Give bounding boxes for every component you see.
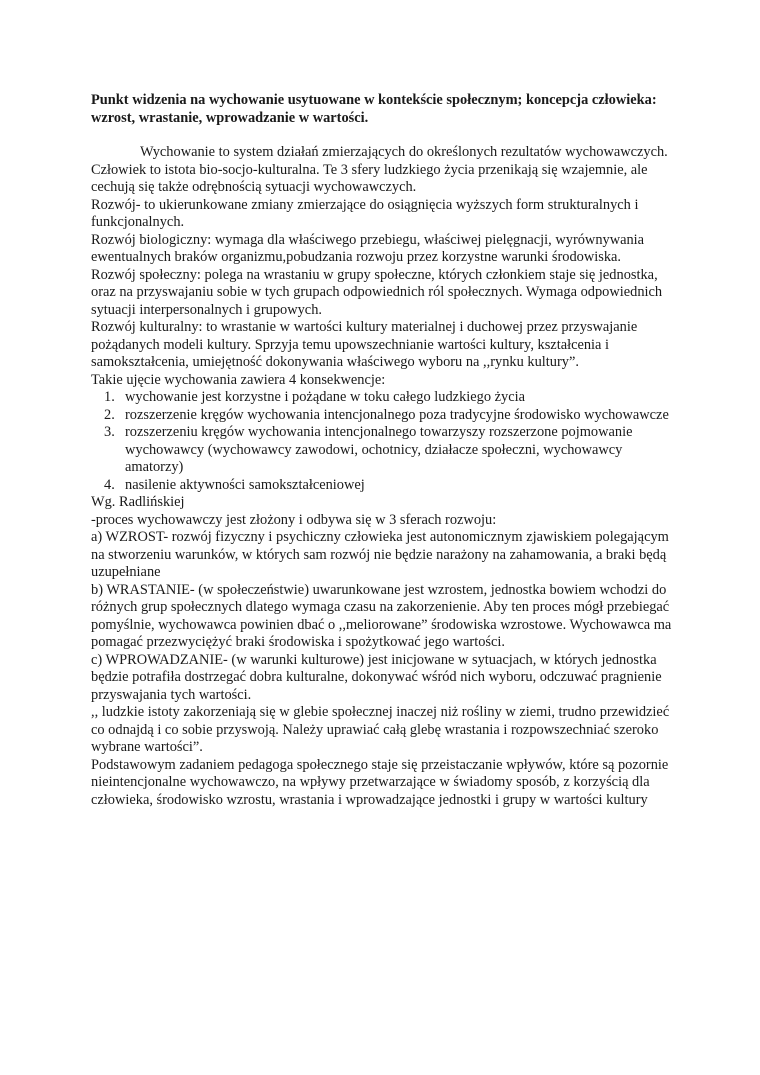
list-item: [91, 407, 681, 425]
paragraph-rozwoj-kulturalny: Rozwój kulturalny: to wrastanie w wartości kultury materialnej i duchowej przez przyswajanie pożądanych modeli kultury. Sprzyja temu upowszechnianie wartości kultury, kształcenia i samokształcenia, umiejętność dokonywania właściwego wyboru na ,,rynku kultury”.: [91, 319, 638, 370]
paragraph-proces: -proces wychowawczy jest złożony i odbywa się w 3 sferach rozwoju:: [91, 511, 497, 528]
paragraph-rozwoj-spoleczny: Rozwój społeczny: polega na wrastaniu w grupy społeczne, których członkiem staje się jednostka, oraz na przyswajaniu sobie w tych grupach odpowiednich ról społecznych. Wymaga odpowiednich sytuacji interpersonalnych i grupowych.: [91, 266, 663, 318]
paragraph-rozwoj-biologiczny: Rozwój biologiczny: wymaga dla właściwego przebiegu, właściwej pielęgnacji, wyrównywania ewentualnych braków organizmu,pobudzania rozwoju przez korzystne warunki środowiska.: [91, 231, 645, 265]
paragraph-cytat: ,, ludzkie istoty zakorzeniają się w glebie społecznej inaczej niż rośliny w ziemi, trudno przewidzieć co odnajdą i co sobie przyswoją. Należy uprawiać całą glebę wrastania i rozpowszechniać szeroko wybrane wartości”.: [91, 704, 670, 755]
list-item-text: nasilenie aktywności samokształceniowej: [125, 476, 365, 493]
paragraph-rozwoj: Rozwój- to ukierunkowane zmiany zmierzające do osiągnięcia wyższych form strukturalnych i funkcjonalnych.: [91, 196, 639, 230]
list-item: [91, 477, 681, 495]
paragraph-wzrost: a) WZROST- rozwój fizyczny i psychiczny człowieka jest autonomicznym zjawiskiem polegającym na stworzeniu warunków, w których sam rozwój nie będzie narażony na zahamowania, a braki będą uzupełniane: [91, 529, 669, 580]
list-item-number: 4.: [104, 476, 115, 493]
list-item: [91, 424, 681, 477]
list-item-text: rozszerzeniu kręgów wychowania intencjonalnego towarzyszy rozszerzone pojmowanie wychowawcy (wychowawcy zawodowi, ochotnicy, działacze społeczni, wychowawcy amatorzy): [125, 424, 633, 475]
list-item-text: wychowanie jest korzystne i pożądane w toku całego ludzkiego życia: [125, 389, 525, 405]
document-body: [91, 92, 681, 809]
paragraph-radlinska: Wg. Radlińskiej: [91, 494, 185, 510]
consequences-list: [91, 389, 681, 494]
list-item-number: 2.: [104, 406, 115, 423]
intro-paragraph: Wychowanie to system działań zmierzających do określonych rezultatów wychowawczych. Człowiek to istota bio-socjo-kulturalna. Te 3 sfery ludzkiego życia przenikają się wzajemnie, ale cechują się także odrębnością sytuacji wychowawczych.: [91, 144, 668, 195]
list-item-text: rozszerzenie kręgów wychowania intencjonalnego poza tradycyjne środowisko wychowawcze: [125, 406, 669, 423]
list-item-number: 3.: [104, 424, 115, 440]
document-title: Punkt widzenia na wychowanie usytuowane w kontekście społecznym; koncepcja człowieka: wzrost, wrastanie, wprowadzanie w wartości.: [91, 92, 657, 126]
paragraph-wprowadzanie: c) WPROWADZANIE- (w warunki kulturowe) jest inicjowane w sytuacjach, w których jednostka będzie potrafiła dostrzegać dobra kulturalne, dokonywać wśród nich wyboru, odczuwać pragnienie przyswajania tych wartości.: [91, 651, 662, 703]
paragraph-wrastanie: b) WRASTANIE- (w społeczeństwie) uwarunkowane jest wzrostem, jednostka bowiem wchodzi do różnych grup społecznych dlatego wymaga czasu na zakorzenienie. Aby ten proces mógł przebiegać pomyślnie, wychowawca powinien dbać o ,,meliorowane” środowiska wzrostowe. Wychowawca ma pomagać przezwyciężyć braki środowiska i spożytkować jego wartości.: [91, 581, 672, 650]
paragraph-konsekwencje: Takie ujęcie wychowania zawiera 4 konsekwencje:: [91, 371, 386, 388]
list-item: [91, 389, 681, 407]
paragraph-podstawowym: Podstawowym zadaniem pedagoga społecznego staje się przeistaczanie wpływów, które są pozornie nieintencjonalne wychowawczo, na wpływy przetwarzające w świadomy sposób, z korzyścią dla człowieka, środowisko wzrostu, wrastania i wprowadzające jednostki i grupy w wartości kultury: [91, 756, 669, 808]
list-item-number: 1.: [104, 389, 115, 405]
